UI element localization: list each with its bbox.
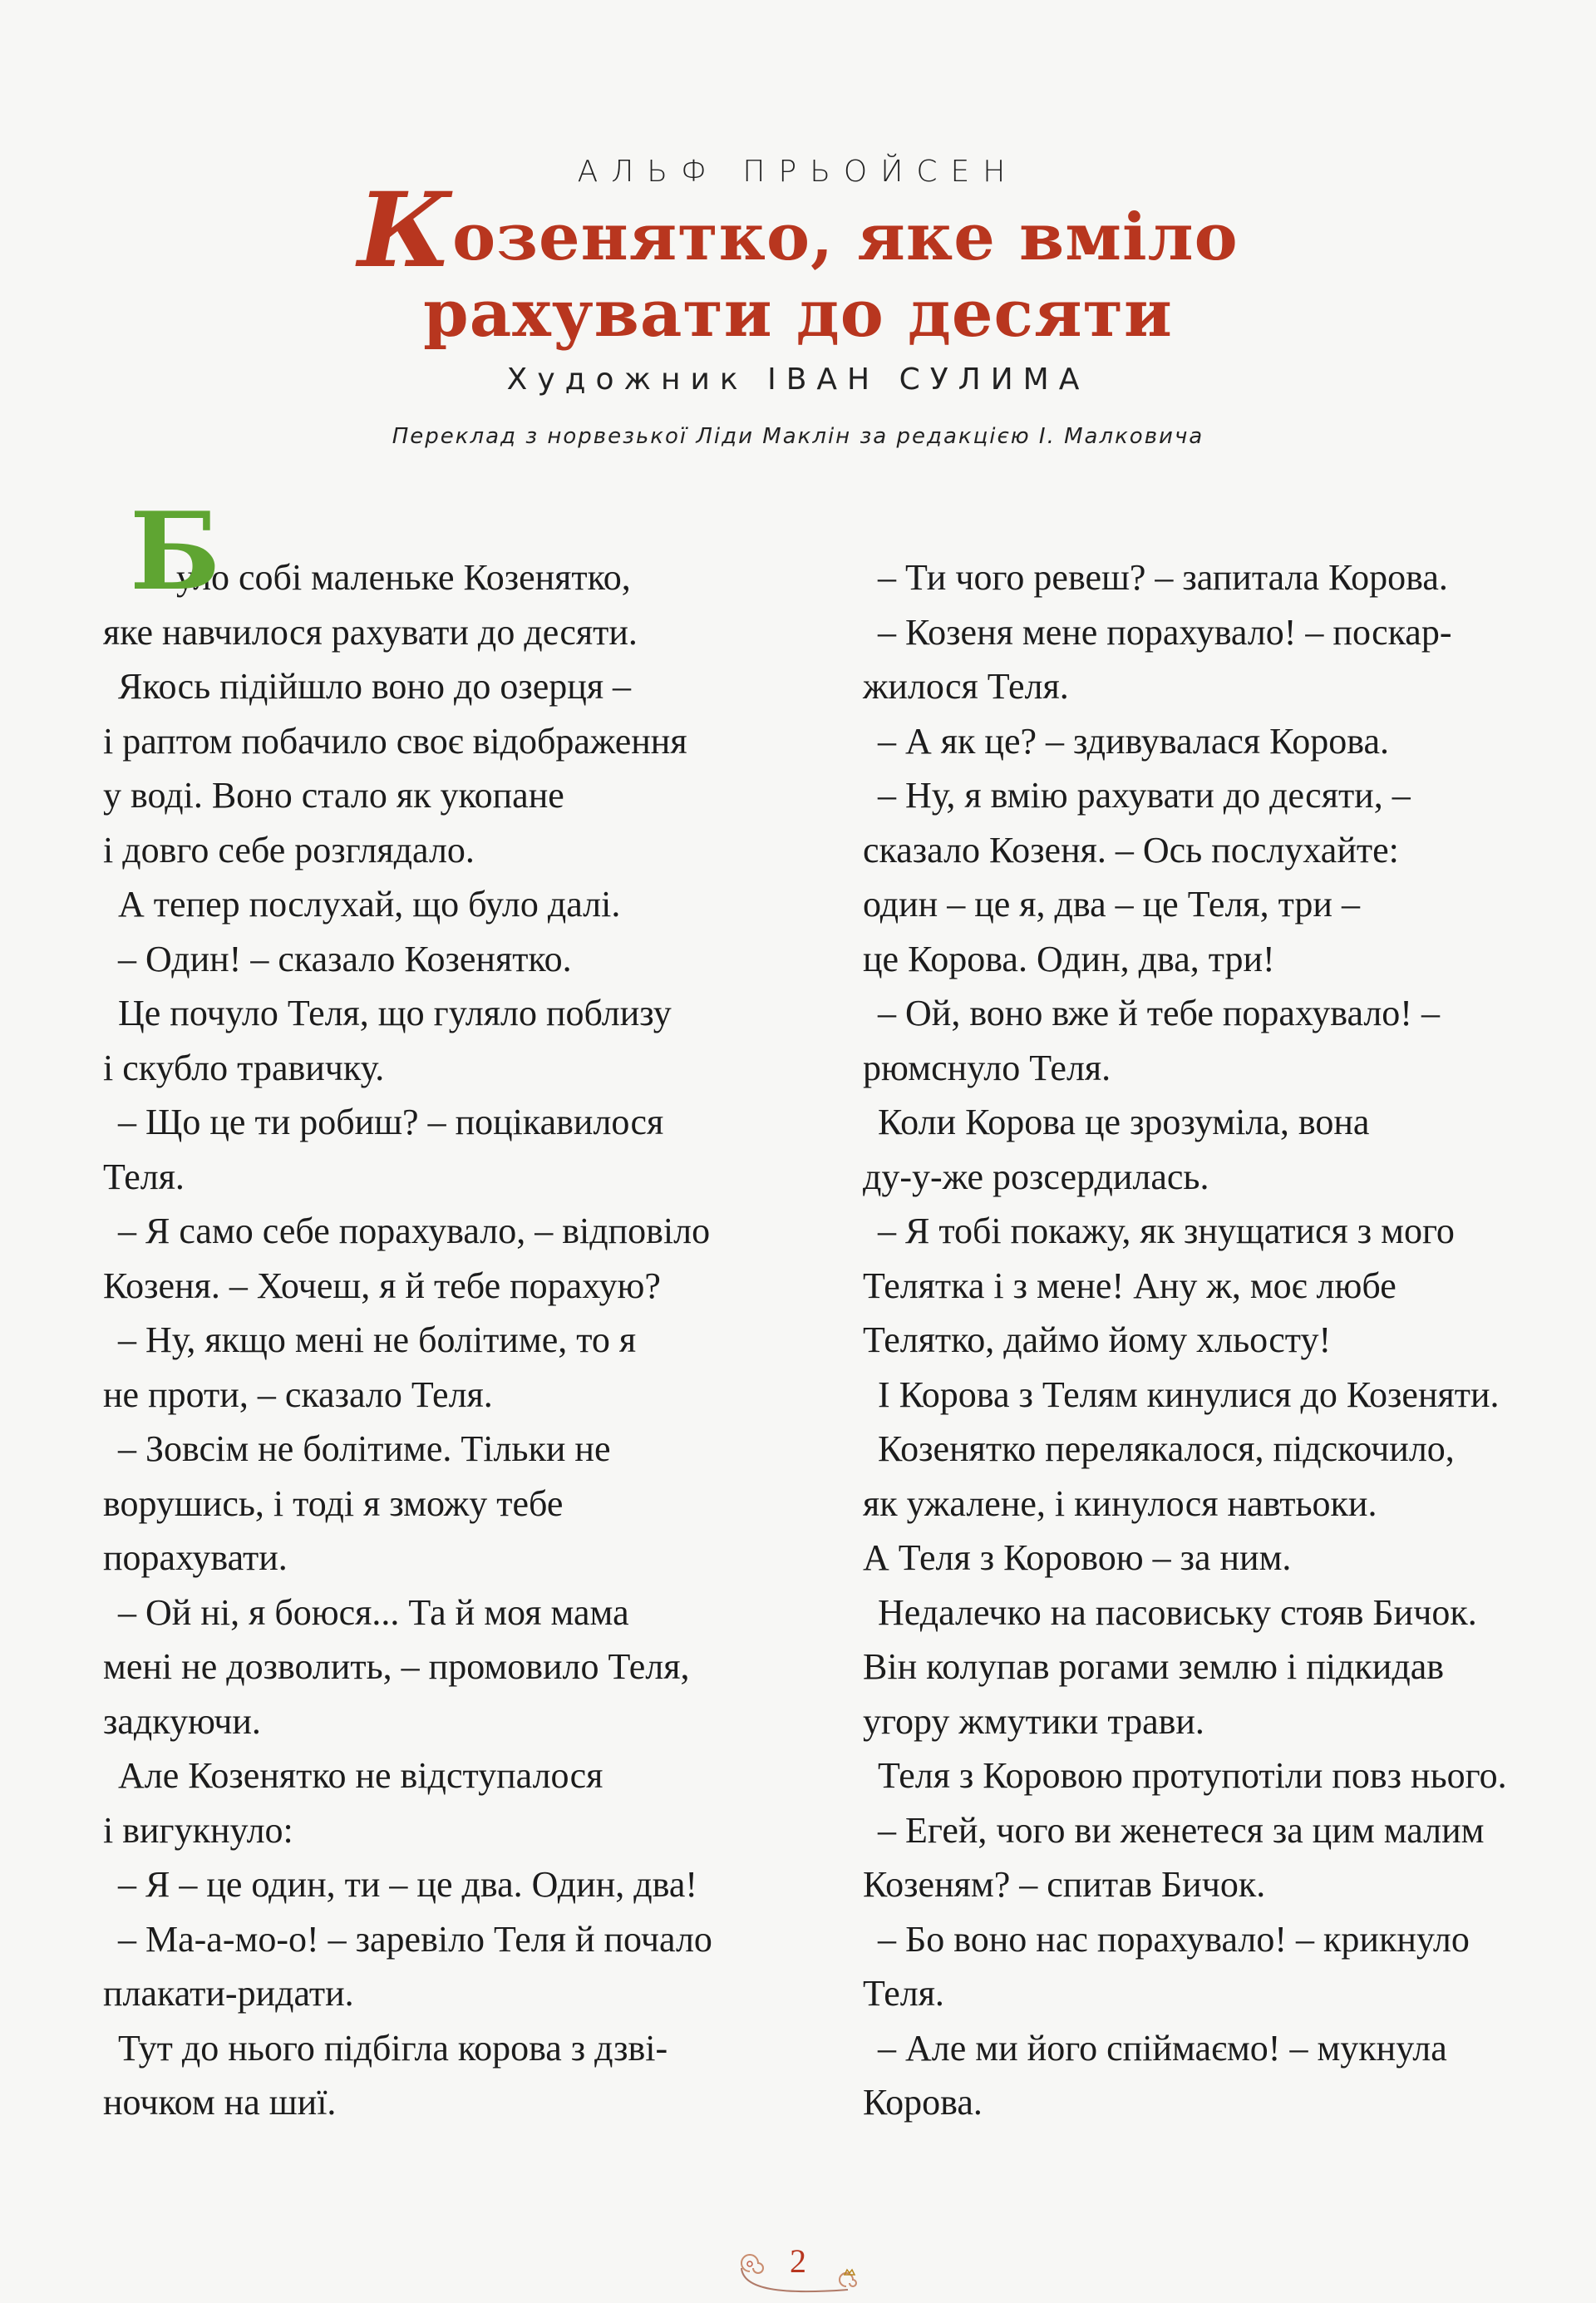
text-line: мені не дозволить, – промовило Теля, <box>103 1646 690 1687</box>
text-line: Теля. <box>103 1156 185 1197</box>
text-line: сказало Козеня. – Ось послухайте: <box>863 829 1399 870</box>
text-line: не проти, – сказало Теля. <box>103 1373 493 1415</box>
title-initial: К <box>357 170 453 291</box>
text-line: Він колупав рогами землю і підкидав <box>863 1646 1445 1687</box>
text-line: – Зовсім не болітиме. Тільки не <box>118 1428 611 1469</box>
title-line-1-rest: озенятко, яке вміло <box>452 200 1239 275</box>
text-line: один – це я, два – це Теля, три – <box>863 884 1360 925</box>
text-line: ду-у-же розсердилась. <box>863 1156 1209 1197</box>
text-line: Корова. <box>863 2082 983 2123</box>
text-line: Теля. <box>863 1973 944 2014</box>
text-line: ворушись, і тоді я зможу тебе <box>103 1482 564 1524</box>
text-line: рюмснуло Теля. <box>863 1047 1111 1088</box>
text-line: Телятко, даймо йому хльосту! <box>863 1319 1332 1360</box>
text-line: і скубло травичку. <box>103 1047 385 1088</box>
text-line: – Козеня мене порахувало! – поскар- <box>878 611 1452 653</box>
text-line: це Корова. Один, два, три! <box>863 938 1275 979</box>
page-number: 2 <box>790 2242 806 2280</box>
text-line: – Я тобі покажу, як знущатися з мого <box>878 1211 1455 1251</box>
text-line: у воді. Воно стало як укопане <box>103 775 564 816</box>
text-line: угору жмутики трави. <box>863 1700 1204 1742</box>
text-line: – Але ми його спіймаємо! – мукнула <box>878 2027 1447 2069</box>
text-line: Коли Корова це зрозуміла, вона <box>878 1102 1370 1142</box>
text-line: – А як це? – здивувалася Корова. <box>878 720 1390 762</box>
text-column-left <box>103 490 785 2130</box>
text-line: Але Козенятко не відступалося <box>118 1755 603 1796</box>
text-line: – Ой, воно вже й тебе порахувало! – <box>878 993 1440 1033</box>
text-line: порахувати. <box>103 1537 288 1578</box>
text-line: І Корова з Телям кинулися до Козеняти. <box>878 1373 1500 1415</box>
first-line-text: уло собі маленьке Козенятко, <box>176 557 631 598</box>
text-line: А Теля з Коровою – за ним. <box>863 1537 1292 1578</box>
text-line: Козеня. – Хочеш, я й тебе порахую? <box>103 1265 661 1306</box>
text-line: і довго себе розглядало. <box>103 829 475 870</box>
text-line: – Ти чого ревеш? – запитала Корова. <box>878 557 1448 598</box>
text-line: і раптом побачило своє відображення <box>103 720 687 762</box>
text-line: Теля з Коровою протупотіли повз нього. <box>878 1755 1507 1796</box>
text-line: – Я само себе порахувало, – відповіло <box>118 1211 711 1251</box>
text-line: – Один! – сказало Козенятко. <box>118 938 572 979</box>
text-line: Недалечко на пасовиську стояв Бичок. <box>878 1591 1477 1633</box>
text-line: задкуючи. <box>103 1700 261 1742</box>
text-line: і вигукнуло: <box>103 1809 293 1851</box>
author-name: АЛЬФ ПРЬОЙСЕН <box>577 155 1019 189</box>
text-column-right <box>863 550 1586 2130</box>
text-line <box>103 490 785 614</box>
text-line: – Егей, чого ви женетеся за цим малим <box>878 1809 1485 1851</box>
illustrator-credit: Художник ІВАН СУЛИМА <box>506 362 1090 397</box>
text-line: яке навчилося рахувати до десяти. <box>103 611 638 653</box>
text-line: – Я – це один, ти – це два. Один, два! <box>118 1864 698 1905</box>
text-line: – Бо воно нас порахувало! – крикнуло <box>878 1918 1470 1960</box>
text-line: – Ну, я вмію рахувати до десяти, – <box>878 775 1411 816</box>
text-line: – Ой ні, я боюся... Та й моя мама <box>118 1591 629 1633</box>
text-line: плакати-ридати. <box>103 1973 354 2014</box>
text-line: Тут до нього підбігла корова з дзві- <box>118 2027 668 2069</box>
text-line: – Ну, якщо мені не болітиме, то я <box>118 1319 637 1360</box>
page-footer <box>0 2236 1596 2303</box>
text-line: Козенятко перелякалося, підскочило, <box>878 1428 1455 1469</box>
title-line-2: рахувати до десяти <box>423 276 1173 352</box>
text-line: жилося Теля. <box>863 666 1069 707</box>
text-line: А тепер послухай, що було далі. <box>118 884 621 925</box>
translator-credit: Переклад з норвезької Ліди Маклін за редакцією І. Малковича <box>392 424 1204 449</box>
text-line: Козеням? – спитав Бичок. <box>863 1864 1266 1905</box>
text-line: ночком на шиї. <box>103 2082 337 2123</box>
text-line: – Ма-а-мо-о! – заревіло Теля й почало <box>118 1918 712 1960</box>
text-line: Якось підійшло воно до озерця – <box>118 666 632 707</box>
text-line: Це почуло Теля, що гуляло поблизу <box>118 993 672 1033</box>
drop-cap: Б <box>130 490 221 614</box>
text-line: Телятка і з мене! Ану ж, моє любе <box>863 1265 1396 1306</box>
text-line: – Що це ти робиш? – поцікавилося <box>118 1102 664 1142</box>
text-line: як ужалене, і кинулося навтьоки. <box>863 1482 1377 1524</box>
